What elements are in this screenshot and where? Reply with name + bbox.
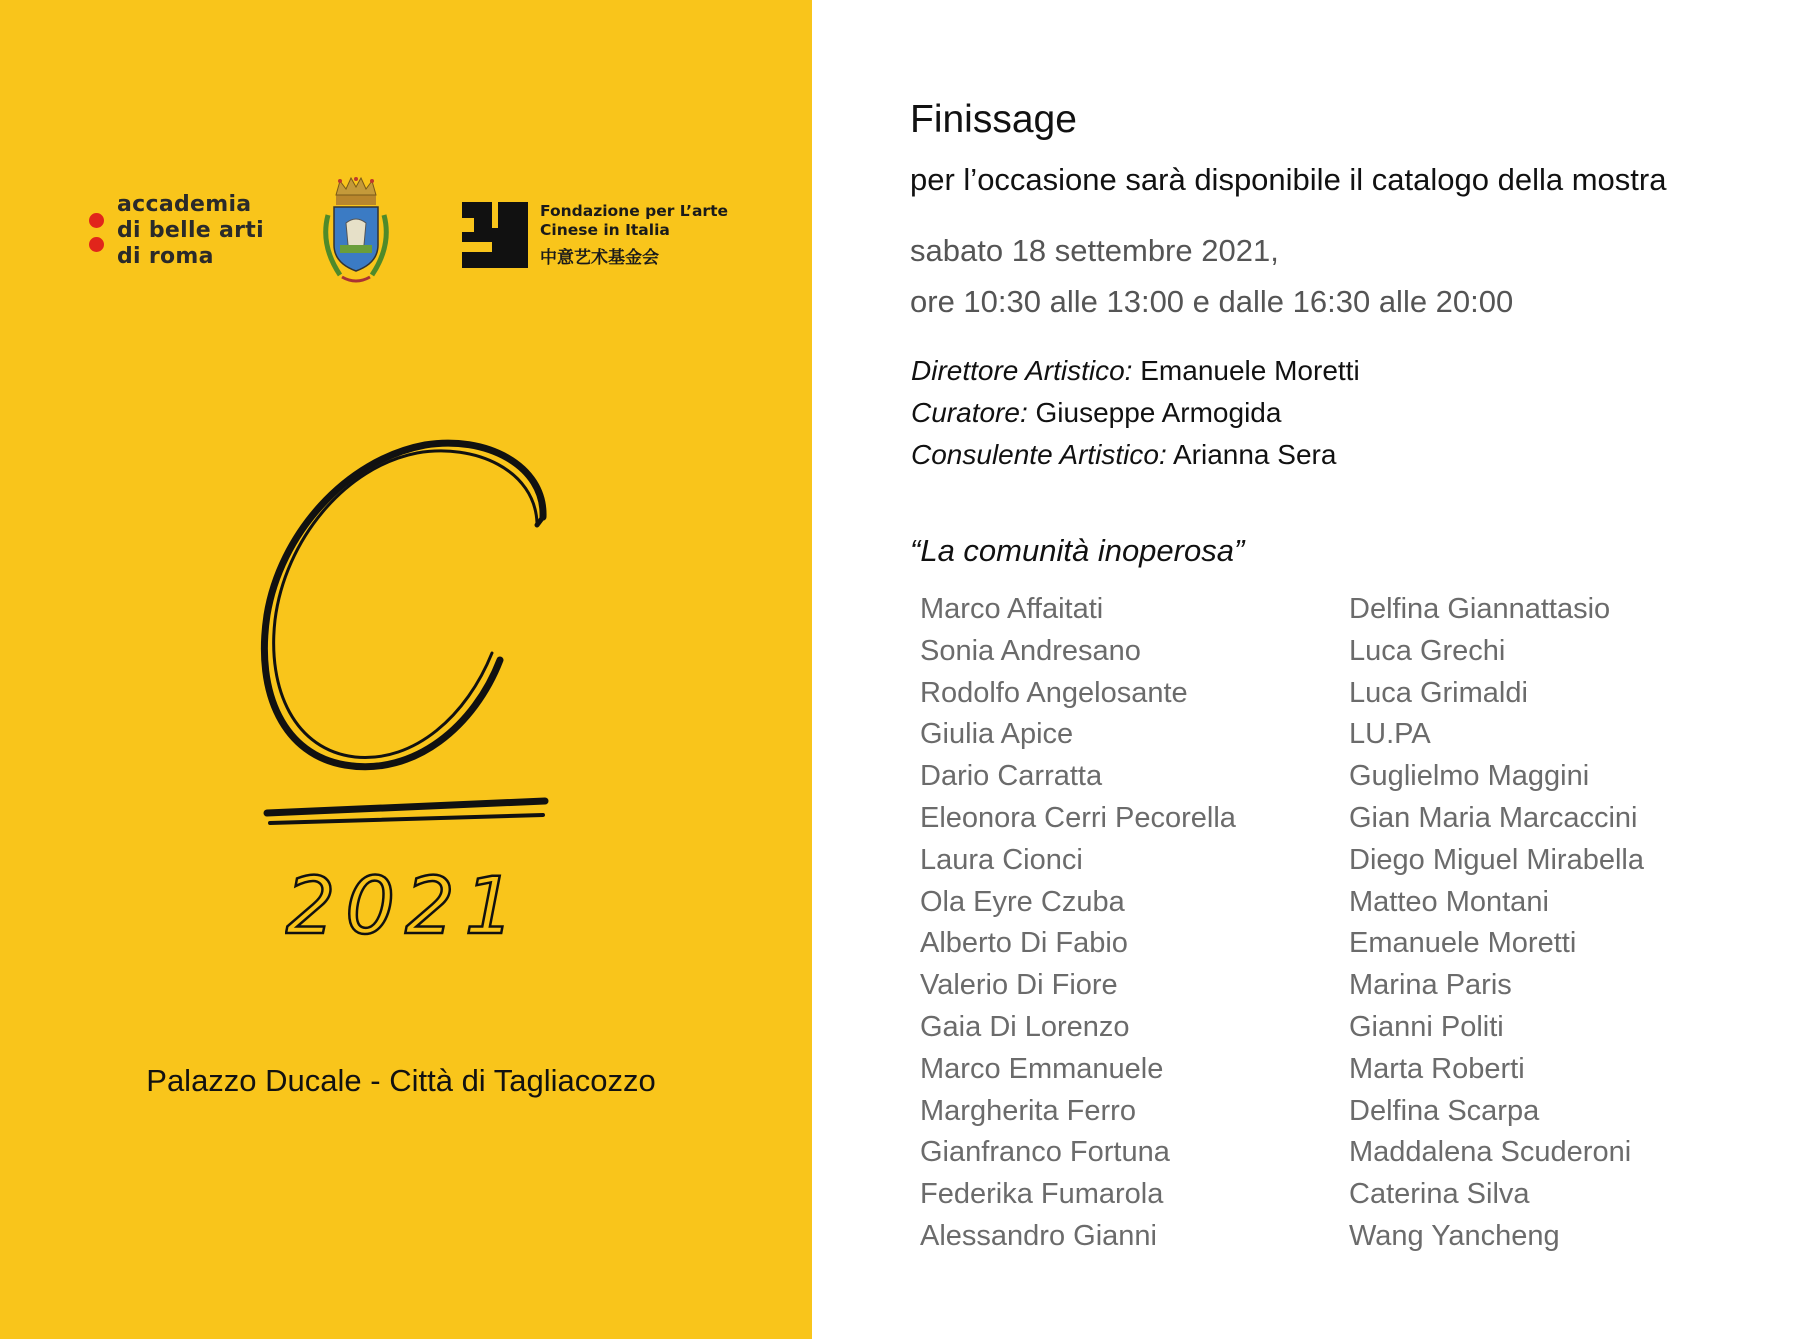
event-subtitle: per l’occasione sarà disponibile il catalogo della mostra: [910, 162, 1667, 197]
artist-name: Margherita Ferro: [920, 1094, 1136, 1127]
artist-name: LU.PA: [1349, 718, 1431, 751]
artist-name: Valerio Di Fiore: [920, 969, 1118, 1002]
artist-name: Delfina Giannattasio: [1349, 593, 1611, 625]
exhibition-title: “La comunità inoperosa”: [910, 533, 1245, 568]
event-hours: ore 10:30 alle 13:00 e dalle 16:30 alle 20:00: [910, 284, 1514, 319]
artist-name: Eleonora Cerri Pecorella: [920, 801, 1236, 834]
accademia-logo: [86, 192, 286, 282]
event-date: sabato 18 settembre 2021,: [910, 233, 1279, 268]
artist-name: Luca Grechi: [1349, 634, 1506, 667]
logo-dot: [89, 237, 104, 252]
fondazione-line1: Fondazione per L’arte: [540, 202, 728, 220]
artist-name: Guglielmo Maggini: [1349, 760, 1590, 793]
credit-artistic-director: [911, 355, 1360, 387]
artist-name: Gianni Politi: [1349, 1010, 1504, 1043]
year-text: 2021: [285, 862, 525, 952]
artist-name: Alessandro Gianni: [920, 1219, 1157, 1252]
artists-list-right: [1349, 591, 1644, 1260]
artist-name: Gian Maria Marcaccini: [1349, 801, 1638, 834]
artist-name: Marco Emmanuele: [920, 1052, 1164, 1085]
logo-dot: [89, 213, 104, 228]
accademia-logo-text: accademia di belle arti di roma: [117, 192, 264, 269]
credit-role: Direttore Artistico:: [911, 355, 1133, 386]
artist-name: Marina Paris: [1349, 969, 1512, 1002]
artist-name: Diego Miguel Mirabella: [1349, 843, 1644, 876]
artist-name: Dario Carratta: [920, 760, 1103, 793]
artist-name: Marta Roberti: [1349, 1052, 1525, 1085]
fondazione-mark-icon: [462, 202, 528, 268]
artists-list-left: [920, 591, 1236, 1260]
fondazione-line2: Cinese in Italia: [540, 221, 670, 239]
artist-name: Delfina Scarpa: [1349, 1094, 1540, 1127]
artist-name: Emanuele Moretti: [1349, 927, 1577, 960]
artist-name: Ola Eyre Czuba: [920, 885, 1125, 918]
credit-name: Arianna Sera: [1166, 439, 1337, 470]
credit-role: Consulente Artistico:: [911, 439, 1167, 470]
artist-name: Federika Fumarola: [920, 1178, 1164, 1211]
tagliacozzo-coat-of-arms-icon: [316, 175, 396, 290]
artist-name: Gaia Di Lorenzo: [920, 1010, 1130, 1043]
venue-text: [0, 1063, 812, 1099]
yellow-panel: [0, 0, 812, 1339]
artist-name: Maddalena Scuderoni: [1349, 1136, 1632, 1169]
venue-label: Palazzo Ducale - Città di Tagliacozzo: [146, 1063, 656, 1098]
credit-artistic-consultant: [911, 439, 1336, 471]
artist-name: Alberto Di Fabio: [920, 927, 1128, 960]
artist-name: Laura Cionci: [920, 843, 1083, 876]
fondazione-logo: [462, 200, 752, 272]
fondazione-line3: 中意艺术基金会: [540, 248, 659, 268]
sketched-c-artwork: [255, 425, 565, 835]
credit-name: Emanuele Moretti: [1132, 355, 1360, 386]
artist-name: Sonia Andresano: [920, 634, 1141, 667]
artist-name: Giulia Apice: [920, 718, 1074, 751]
credit-curator: [911, 397, 1281, 429]
artist-name: Gianfranco Fortuna: [920, 1136, 1170, 1169]
artist-name: Matteo Montani: [1349, 885, 1549, 918]
artist-name: Rodolfo Angelosante: [920, 676, 1188, 709]
year-artwork: [285, 855, 525, 955]
credit-role: Curatore:: [911, 397, 1028, 428]
artist-name: Marco Affaitati: [920, 593, 1104, 625]
credit-name: Giuseppe Armogida: [1027, 397, 1282, 428]
artist-name: Wang Yancheng: [1349, 1219, 1560, 1252]
event-title: Finissage: [910, 98, 1077, 141]
artist-name: Caterina Silva: [1349, 1178, 1530, 1211]
artist-name: Luca Grimaldi: [1349, 676, 1528, 709]
